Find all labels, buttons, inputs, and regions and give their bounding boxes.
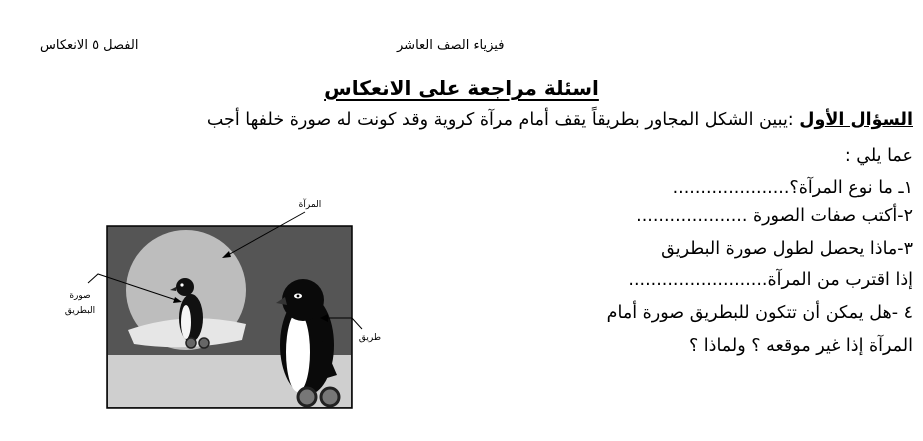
mirror-penguin-figure xyxy=(0,185,400,425)
question-label: السؤال الأول xyxy=(799,110,913,130)
question-item-3-cont: إذا اقترب من المرآة......................... xyxy=(628,270,913,290)
question-item-4: ٤ -هل يمكن أن تتكون للبطريق صورة أمام xyxy=(606,303,913,323)
subject-heading: فيزياء الصف العاشر xyxy=(397,38,505,53)
question-item-4-cont: المرآة إذا غير موقعه ؟ ولماذا ؟ xyxy=(688,336,913,356)
label-penguin: طريق xyxy=(358,333,382,343)
question-intro xyxy=(207,110,913,130)
label-image-2: البطريق xyxy=(64,306,96,316)
chapter-heading: الفصل ٥ الانعكاس xyxy=(40,38,139,53)
question-item-1: ١ـ ما نوع المرآة؟..................... xyxy=(672,178,913,198)
question-item-3: ٣-ماذا يحصل لطول صورة البطريق xyxy=(661,239,913,259)
page-title xyxy=(0,76,923,100)
label-image-1: صورة xyxy=(69,291,91,301)
page-title-text: اسئلة مراجعة على الانعكاس xyxy=(324,76,599,100)
question-item-2: ٢-أكتب صفات الصورة .................... xyxy=(636,206,913,226)
label-mirror: المرآة xyxy=(298,200,322,210)
question-intro-cont: عما يلي : xyxy=(844,146,913,166)
question-intro-text: :يبين الشكل المجاور بطريقاً يقف أمام مرآة كروية وقد كونت له صورة خلفها أجب xyxy=(206,110,800,130)
